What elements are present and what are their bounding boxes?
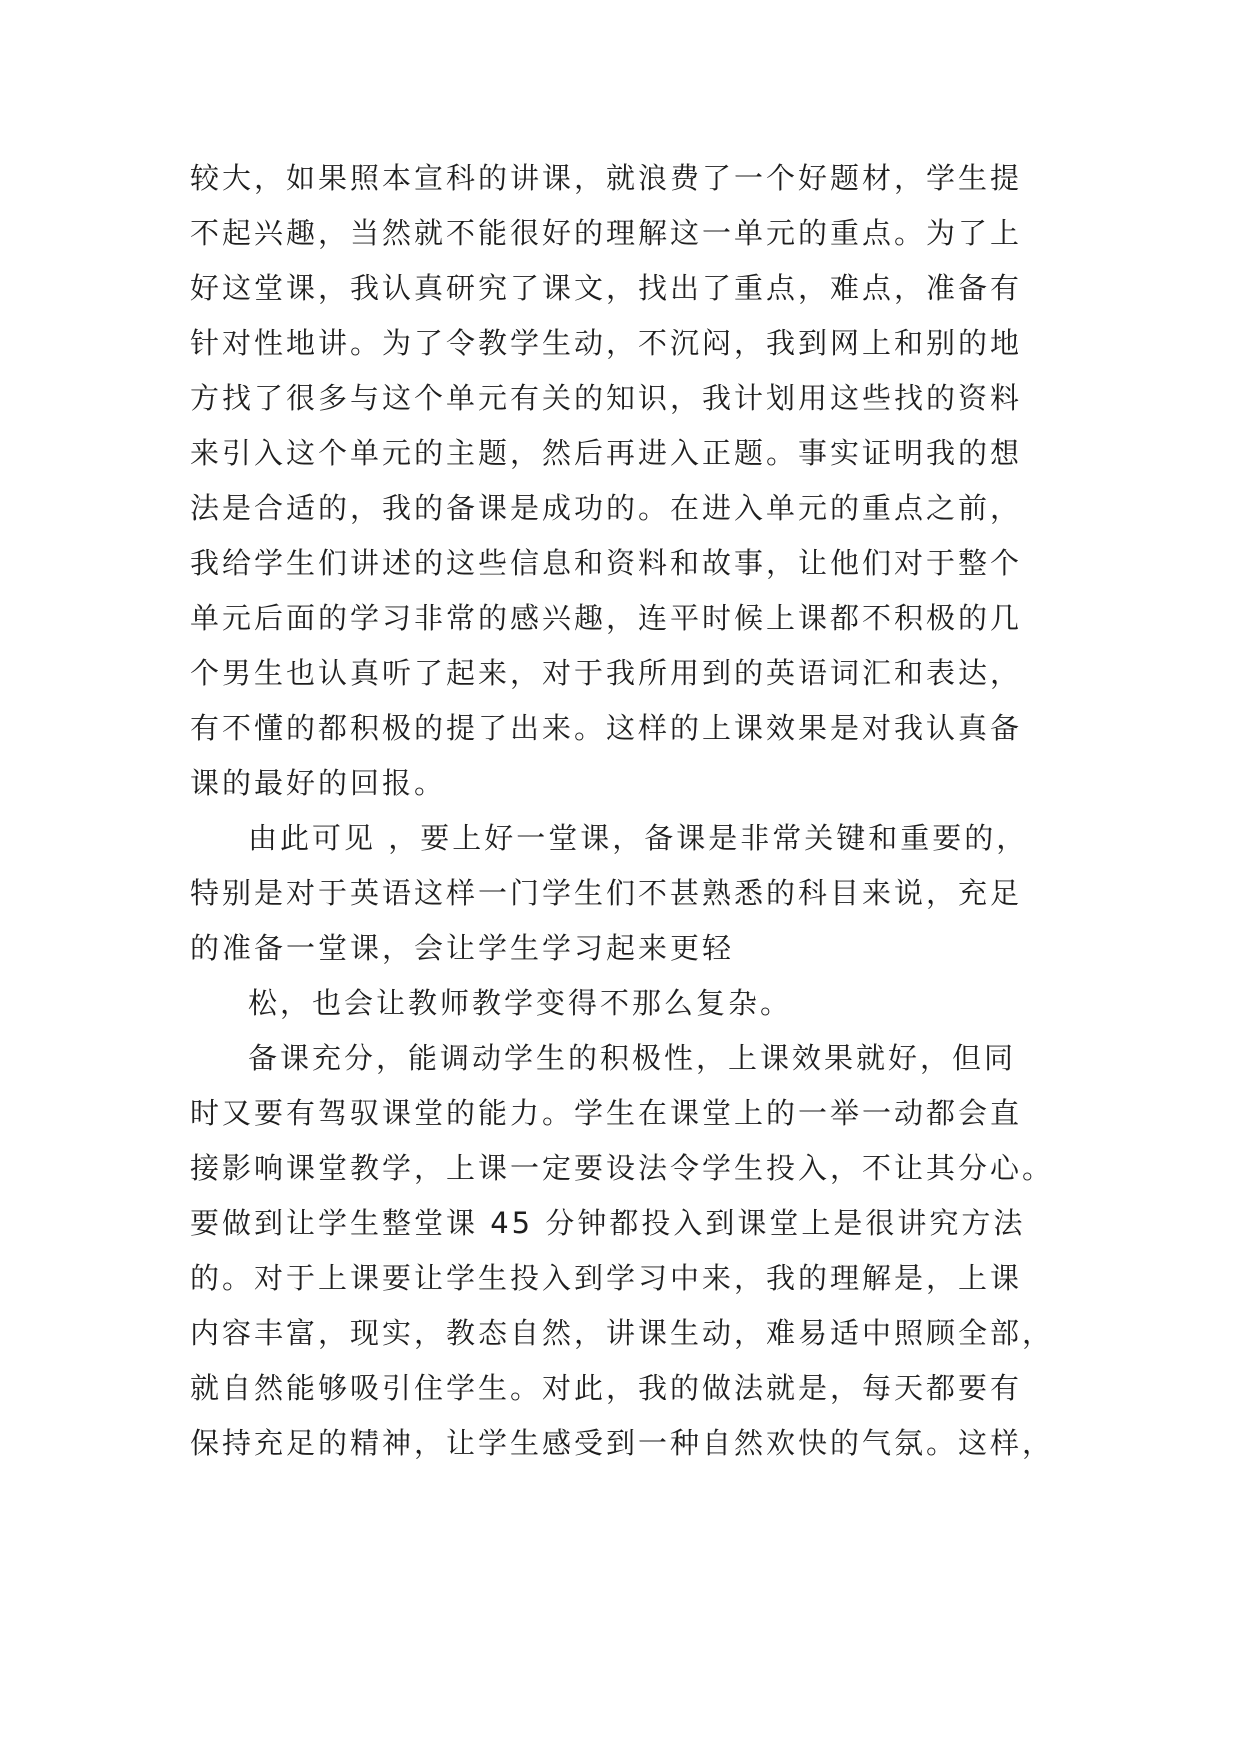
text-line: 接影响课堂教学，上课一定要设法令学生投入，不让其分心。 <box>190 1151 1055 1185</box>
text-line: 单元后面的学习非常的感兴趣，连平时候上课都不积极的几 <box>190 601 1023 635</box>
text-line: 好这堂课，我认真研究了课文，找出了重点，难点，准备有 <box>190 271 1023 305</box>
text-line: 个男生也认真听了起来，对于我所用到的英语词汇和表达， <box>190 656 1023 690</box>
text-line: 针对性地讲。为了令教学生动，不沉闷，我到网上和别的地 <box>190 326 1023 360</box>
text-line: 的准备一堂课，会让学生学习起来更轻 <box>190 931 735 965</box>
text-line: 来引入这个单元的主题，然后再进入正题。事实证明我的想 <box>190 436 1023 470</box>
text-line: 有不懂的都积极的提了出来。这样的上课效果是对我认真备 <box>190 711 1023 745</box>
paragraph-start-line: 由此可见 ，要上好一堂课，备课是非常关键和重要的， <box>248 821 1029 855</box>
paragraph-start-line: 松，也会让教师教学变得不那么复杂。 <box>248 986 793 1020</box>
text-line: 时又要有驾驭课堂的能力。学生在课堂上的一举一动都会直 <box>190 1096 1023 1130</box>
text-line: 特别是对于英语这样一门学生们不甚熟悉的科目来说，充足 <box>190 876 1023 910</box>
paragraph-start-line: 备课充分，能调动学生的积极性，上课效果就好，但同 <box>248 1041 1017 1075</box>
text-line: 不起兴趣，当然就不能很好的理解这一单元的重点。为了上 <box>190 216 1023 250</box>
text-line: 要做到让学生整堂课 45 分钟都投入到课堂上是很讲究方法 <box>190 1206 1026 1240</box>
text-line: 的。对于上课要让学生投入到学习中来，我的理解是，上课 <box>190 1261 1023 1295</box>
text-line: 课的最好的回报。 <box>190 766 447 800</box>
text-line: 我给学生们讲述的这些信息和资料和故事，让他们对于整个 <box>190 546 1023 580</box>
text-line: 方找了很多与这个单元有关的知识，我计划用这些找的资料 <box>190 381 1023 415</box>
text-line: 较大，如果照本宣科的讲课，就浪费了一个好题材，学生提 <box>190 161 1023 195</box>
text-line: 保持充足的精神，让学生感受到一种自然欢快的气氛。这样， <box>190 1426 1055 1460</box>
text-line: 内容丰富，现实，教态自然，讲课生动，难易适中照顾全部， <box>190 1316 1055 1350</box>
text-line: 法是合适的，我的备课是成功的。在进入单元的重点之前， <box>190 491 1023 525</box>
text-line: 就自然能够吸引住学生。对此，我的做法就是，每天都要有 <box>190 1371 1023 1405</box>
